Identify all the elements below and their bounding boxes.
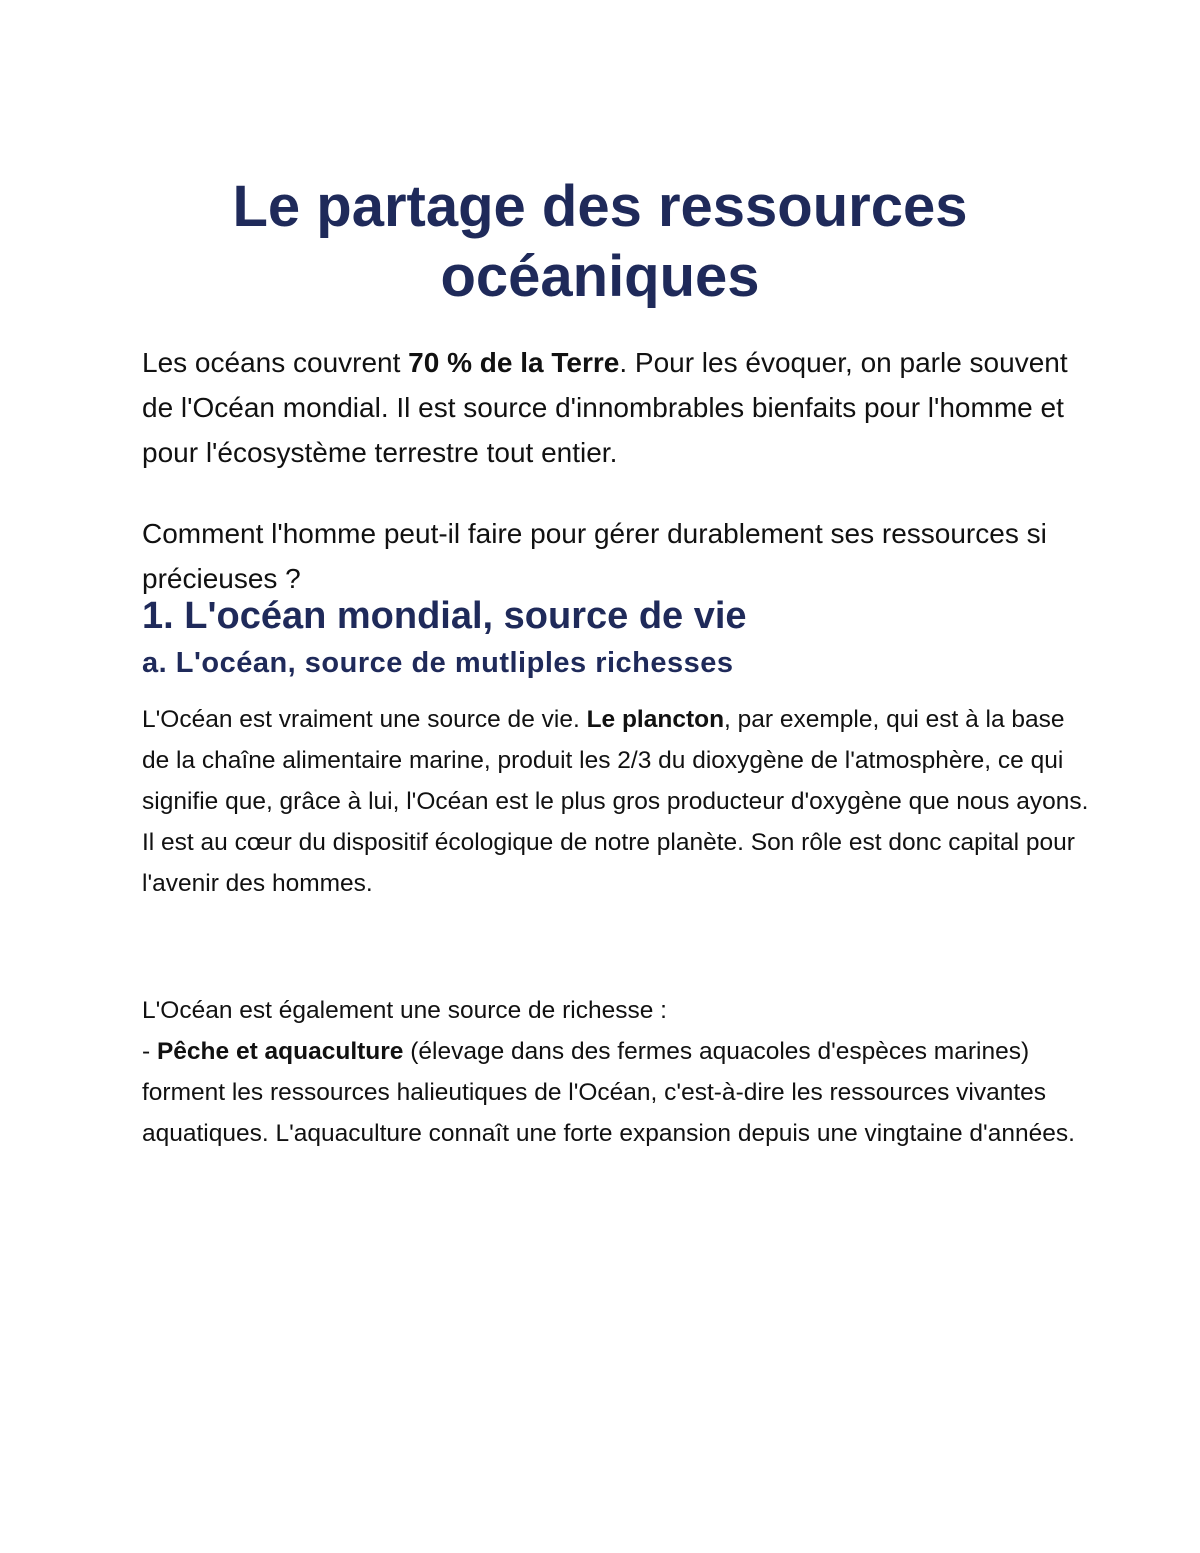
intro-text-end: . Pour les évoquer, on parle souvent de l'Océan mondial. Il est source d'innombrables bienfaits pour l'homme et pour l'écosystème terrestre tout entier. [142, 347, 1068, 468]
section-1-heading: 1. L'océan mondial, source de vie [142, 595, 747, 637]
intro-bold-earth-coverage: 70 % de la Terre [408, 347, 620, 378]
richesse-text-end: (élevage dans des fermes aquacoles d'espèces marines) forment les ressources halieutiques de l'Océan, c'est-à-dire les ressources vivantes aquatiques. L'aquaculture connaît une forte expansion depuis une vingtaine d'années. [142, 1038, 1075, 1147]
plancton-paragraph [142, 699, 1092, 904]
problem-question: Comment l'homme peut-il faire pour gérer durablement ses ressources si précieuses ? [142, 518, 1047, 594]
richesse-paragraph [142, 990, 1092, 1154]
document-title-line2: océaniques [440, 244, 760, 309]
plancton-text-start: L'Océan est vraiment une source de vie. [142, 706, 587, 733]
document-title [100, 172, 1100, 312]
intro-text-start: Les océans couvrent [142, 347, 409, 378]
intro-paragraph [142, 340, 1092, 475]
richesse-list-dash: - [142, 1038, 157, 1065]
plancton-text-end: , par exemple, qui est à la base de la chaîne alimentaire marine, produit les 2/3 du dioxygène de l'atmosphère, ce qui signifie que, grâce à lui, l'Océan est le plus gros producteur d'oxygène que nous ayons. Il est au cœur du dispositif écologique de notre planète. Son rôle est donc capital pour l'avenir des hommes. [142, 706, 1089, 897]
subsection-a-heading: a. L'océan, source de mutliples richesses [142, 647, 734, 679]
document-title-line1: Le partage des ressources [232, 174, 968, 239]
richesse-bold-peche: Pêche et aquaculture [156, 1038, 404, 1065]
plancton-bold: Le plancton [586, 706, 725, 733]
richesse-intro-line: L'Océan est également une source de richesse : [142, 997, 667, 1024]
